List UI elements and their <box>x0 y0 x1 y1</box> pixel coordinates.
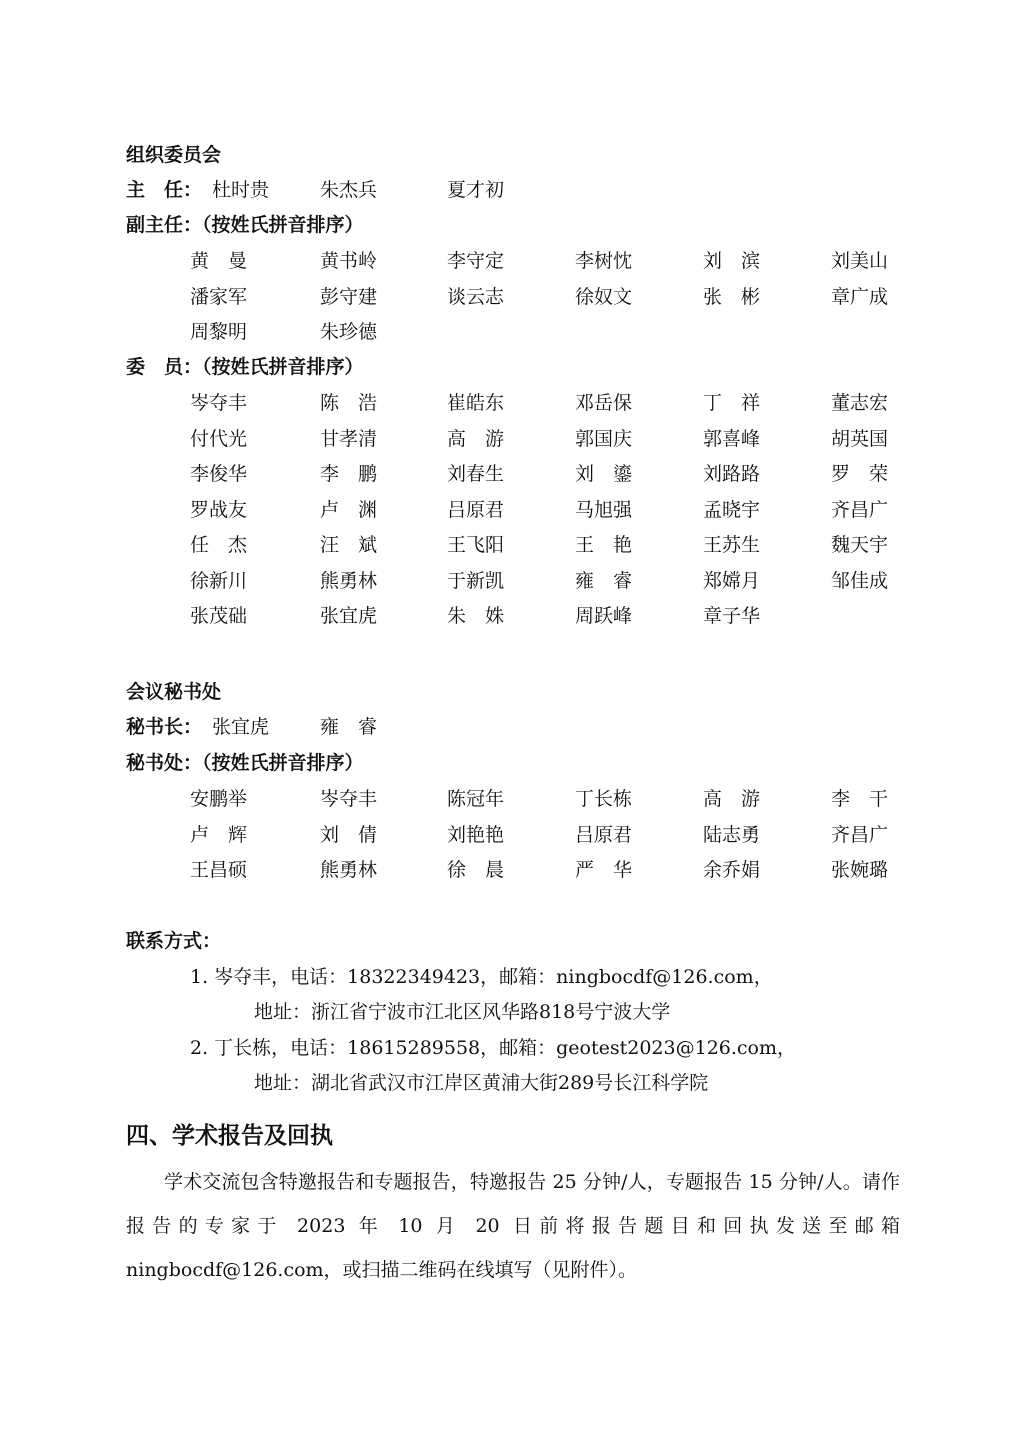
secretariat-office-row <box>0 823 1024 850</box>
member-row <box>0 427 1024 454</box>
secretary-general-label: 秘书长： <box>126 716 203 738</box>
person-name: 朱 姝 <box>447 605 505 627</box>
person-name: 岑夺丰 <box>320 788 378 810</box>
person-name: 王飞阳 <box>447 534 505 556</box>
person-name: 于新凯 <box>447 569 505 592</box>
person-name: 卢 辉 <box>190 823 248 846</box>
secretariat-office-label: 秘书处：（按姓氏拼音排序） <box>126 752 364 774</box>
person-name: 丁 祥 <box>703 392 761 414</box>
person-name: 郭喜峰 <box>703 427 761 450</box>
person-name: 董志宏 <box>831 392 889 414</box>
vice-chair-row <box>0 285 1024 312</box>
person-name: 刘 倩 <box>320 823 378 846</box>
person-name: 徐 晨 <box>447 859 505 881</box>
person-name: 严 华 <box>575 859 633 881</box>
chair-label: 主 任： <box>126 179 203 201</box>
person-name: 张 彬 <box>703 285 761 308</box>
person-name: 马旭强 <box>575 498 633 521</box>
person-name: 丁长栋 <box>575 788 633 810</box>
person-name: 高 游 <box>447 427 505 450</box>
person-name: 王昌硕 <box>190 859 248 881</box>
contact-entry-1-address: 地址：浙江省宁波市江北区风华路818号宁波大学 <box>254 1001 671 1023</box>
person-name: 李俊华 <box>190 463 248 485</box>
person-name: 甘孝清 <box>320 427 378 450</box>
person-name: 卢 渊 <box>320 498 378 521</box>
person-name: 李 鹏 <box>320 463 378 485</box>
person-name: 邹佳成 <box>831 569 889 592</box>
person-name: 吕原君 <box>575 823 633 846</box>
person-name: 王 艳 <box>575 534 633 556</box>
person-name: 郑嫦月 <box>703 569 761 592</box>
secretary-general-name: 雍 睿 <box>320 716 378 738</box>
person-name: 胡英国 <box>831 427 889 450</box>
chair-name: 朱杰兵 <box>320 179 378 201</box>
person-name: 岑夺丰 <box>190 392 248 414</box>
person-name: 任 杰 <box>190 534 248 556</box>
person-name: 周跃峰 <box>575 605 633 627</box>
person-name: 章子华 <box>703 605 761 627</box>
person-name: 吕原君 <box>447 498 505 521</box>
section-paragraph: 学术交流包含特邀报告和专题报告，特邀报告 25 分钟/人，专题报告 15 分钟/人。请作报告的专家于 2023 年 10 月 20 日前将报告题目和回执发送至邮箱ningbocdf@126.com，或扫描二维码在线填写（见附件）。 <box>126 1171 900 1281</box>
person-name: 黄书岭 <box>320 250 378 272</box>
person-name: 陆志勇 <box>703 823 761 846</box>
contact-entry-2-line1: 2. 丁长栋，电话：18615289558，邮箱：geotest2023@126.com， <box>190 1037 797 1059</box>
person-name: 陈 浩 <box>320 392 378 414</box>
member-label: 委 员：（按姓氏拼音排序） <box>126 356 364 378</box>
person-name: 付代光 <box>190 427 248 450</box>
secretariat-title: 会议秘书处 <box>126 681 222 703</box>
person-name: 李 干 <box>831 788 889 810</box>
person-name: 刘路路 <box>703 463 761 485</box>
secretary-general-name: 张宜虎 <box>212 716 270 738</box>
member-row <box>0 569 1024 596</box>
secretariat-office-row <box>0 790 1024 814</box>
person-name: 刘艳艳 <box>447 823 505 846</box>
person-name: 余乔娟 <box>703 859 761 881</box>
person-name: 罗战友 <box>190 498 248 521</box>
member-row <box>0 607 1024 631</box>
secretariat-office-row <box>0 861 1024 885</box>
vice-chair-label: 副主任：（按姓氏拼音排序） <box>126 214 364 236</box>
person-name: 崔皓东 <box>447 392 505 414</box>
person-name: 黄 曼 <box>190 250 248 272</box>
person-name: 王苏生 <box>703 534 761 556</box>
person-name: 安鹏举 <box>190 788 248 810</box>
person-name: 谈云志 <box>447 285 505 308</box>
person-name: 张宜虎 <box>320 605 378 627</box>
contact-entry-1-line1: 1. 岑夺丰，电话：18322349423，邮箱：ningbocdf@126.com， <box>190 966 773 988</box>
section-heading: 四、学术报告及回执 <box>126 1123 333 1149</box>
person-name: 彭守建 <box>320 285 378 308</box>
person-name: 齐昌广 <box>831 823 889 846</box>
organizing-committee-title: 组织委员会 <box>126 144 222 166</box>
person-name: 刘春生 <box>447 463 505 485</box>
person-name: 刘美山 <box>831 250 889 272</box>
person-name: 魏天宇 <box>831 534 889 556</box>
person-name: 齐昌广 <box>831 498 889 521</box>
chair-name: 杜时贵 <box>212 179 270 201</box>
person-name: 李守定 <box>447 250 505 272</box>
person-name: 邓岳保 <box>575 392 633 414</box>
person-name: 高 游 <box>703 788 761 810</box>
person-name: 陈冠年 <box>447 788 505 810</box>
person-name: 潘家军 <box>190 285 248 308</box>
person-name: 汪 斌 <box>320 534 378 556</box>
person-name: 雍 睿 <box>575 569 633 592</box>
person-name: 徐新川 <box>190 569 248 592</box>
person-name: 刘 滨 <box>703 250 761 272</box>
person-name: 章广成 <box>831 285 889 308</box>
person-name: 郭国庆 <box>575 427 633 450</box>
contact-title: 联系方式： <box>126 930 222 952</box>
contact-entry-2-address: 地址：湖北省武汉市江岸区黄浦大街289号长江科学院 <box>254 1072 709 1094</box>
chair-name: 夏才初 <box>447 179 505 201</box>
person-name: 李树忱 <box>575 250 633 272</box>
person-name: 熊勇林 <box>320 569 378 592</box>
person-name: 徐奴文 <box>575 285 633 308</box>
member-row <box>0 465 1024 489</box>
member-row <box>0 394 1024 418</box>
person-name: 朱珍德 <box>320 321 378 343</box>
person-name: 张茂础 <box>190 605 248 627</box>
person-name: 周黎明 <box>190 321 248 343</box>
vice-chair-row <box>0 252 1024 276</box>
person-name: 罗 荣 <box>831 463 889 485</box>
person-name: 熊勇林 <box>320 859 378 881</box>
person-name: 刘 鎏 <box>575 463 633 485</box>
person-name: 孟晓宇 <box>703 498 761 521</box>
vice-chair-row <box>0 323 1024 347</box>
member-row <box>0 536 1024 560</box>
member-row <box>0 498 1024 525</box>
person-name: 张婉璐 <box>831 859 889 881</box>
